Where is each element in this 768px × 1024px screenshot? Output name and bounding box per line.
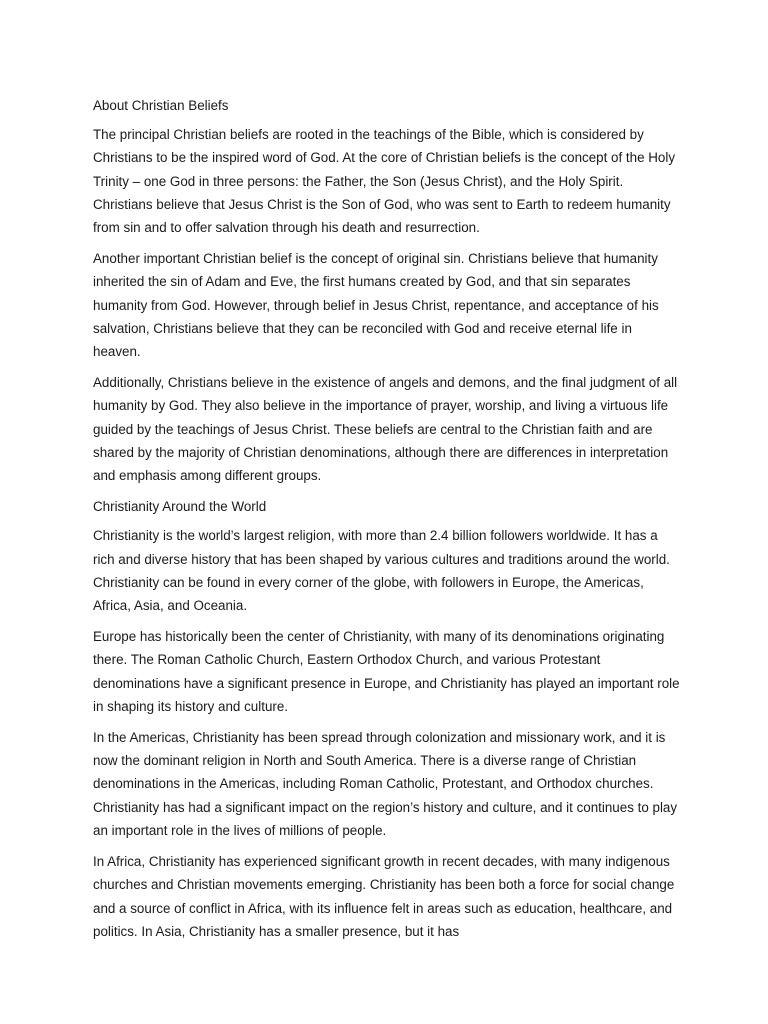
paragraph: The principal Christian beliefs are rooted in the teachings of the Bible, which is considered by Christians to be the inspired word of God. At the core of Christian beliefs is the concept of the Holy Trinity – one God in three persons: the Father, the Son (Jesus Christ), and the Holy Spirit. Christians believe that Jesus Christ is the Son of God, who was sent to Earth to redeem humanity from sin and to offer salvation through his death and resurrection.: [93, 127, 676, 236]
document-page: [93, 94, 681, 951]
paragraph: In Africa, Christianity has experienced significant growth in recent decades, with many indigenous churches and Christian movements emerging. Christianity has been both a force for social change and a source of conflict in Africa, with its influence felt in areas such as education, healthcare, and politics. In Asia, Christianity has a smaller presence, but it has: [93, 854, 675, 939]
paragraph: Europe has historically been the center of Christianity, with many of its denominations originating there. The Roman Catholic Church, Eastern Orthodox Church, and various Protestant denominations have a significant presence in Europe, and Christianity has played an important role in shaping its history and culture.: [93, 629, 680, 714]
paragraph: In the Americas, Christianity has been spread through colonization and missionary work, and it is now the dominant religion in North and South America. There is a diverse range of Christian denominations in the Americas, including Roman Catholic, Protestant, and Orthodox churches. Christianity has had a significant impact on the region’s history and culture, and it continues to play an important role in the lives of millions of people.: [93, 730, 678, 838]
section-heading-christian-beliefs: About Christian Beliefs: [93, 98, 229, 113]
paragraph: Another important Christian belief is the concept of original sin. Christians believe that humanity inherited the sin of Adam and Eve, the first humans created by God, and that sin separates humanity from God. However, through belief in Jesus Christ, repentance, and acceptance of his salvation, Christians believe that they can be reconciled with God and receive eternal life in heaven.: [93, 251, 659, 360]
section-heading-christianity-world: Christianity Around the World: [93, 499, 267, 515]
paragraph: Christianity is the world’s largest religion, with more than 2.4 billion followers worldwide. It has a rich and diverse history that has been shaped by various cultures and traditions around the world. Christianity can be found in every corner of the globe, with followers in Europe, the Americas, Africa, Asia, and Oceania.: [93, 528, 670, 614]
paragraph: Additionally, Christians believe in the existence of angels and demons, and the final judgment of all humanity by God. They also believe in the importance of prayer, worship, and living a virtuous life guided by the teachings of Jesus Christ. These beliefs are central to the Christian faith and are shared by the majority of Christian denominations, although there are differences in interpretation and emphasis among different groups.: [93, 375, 678, 484]
